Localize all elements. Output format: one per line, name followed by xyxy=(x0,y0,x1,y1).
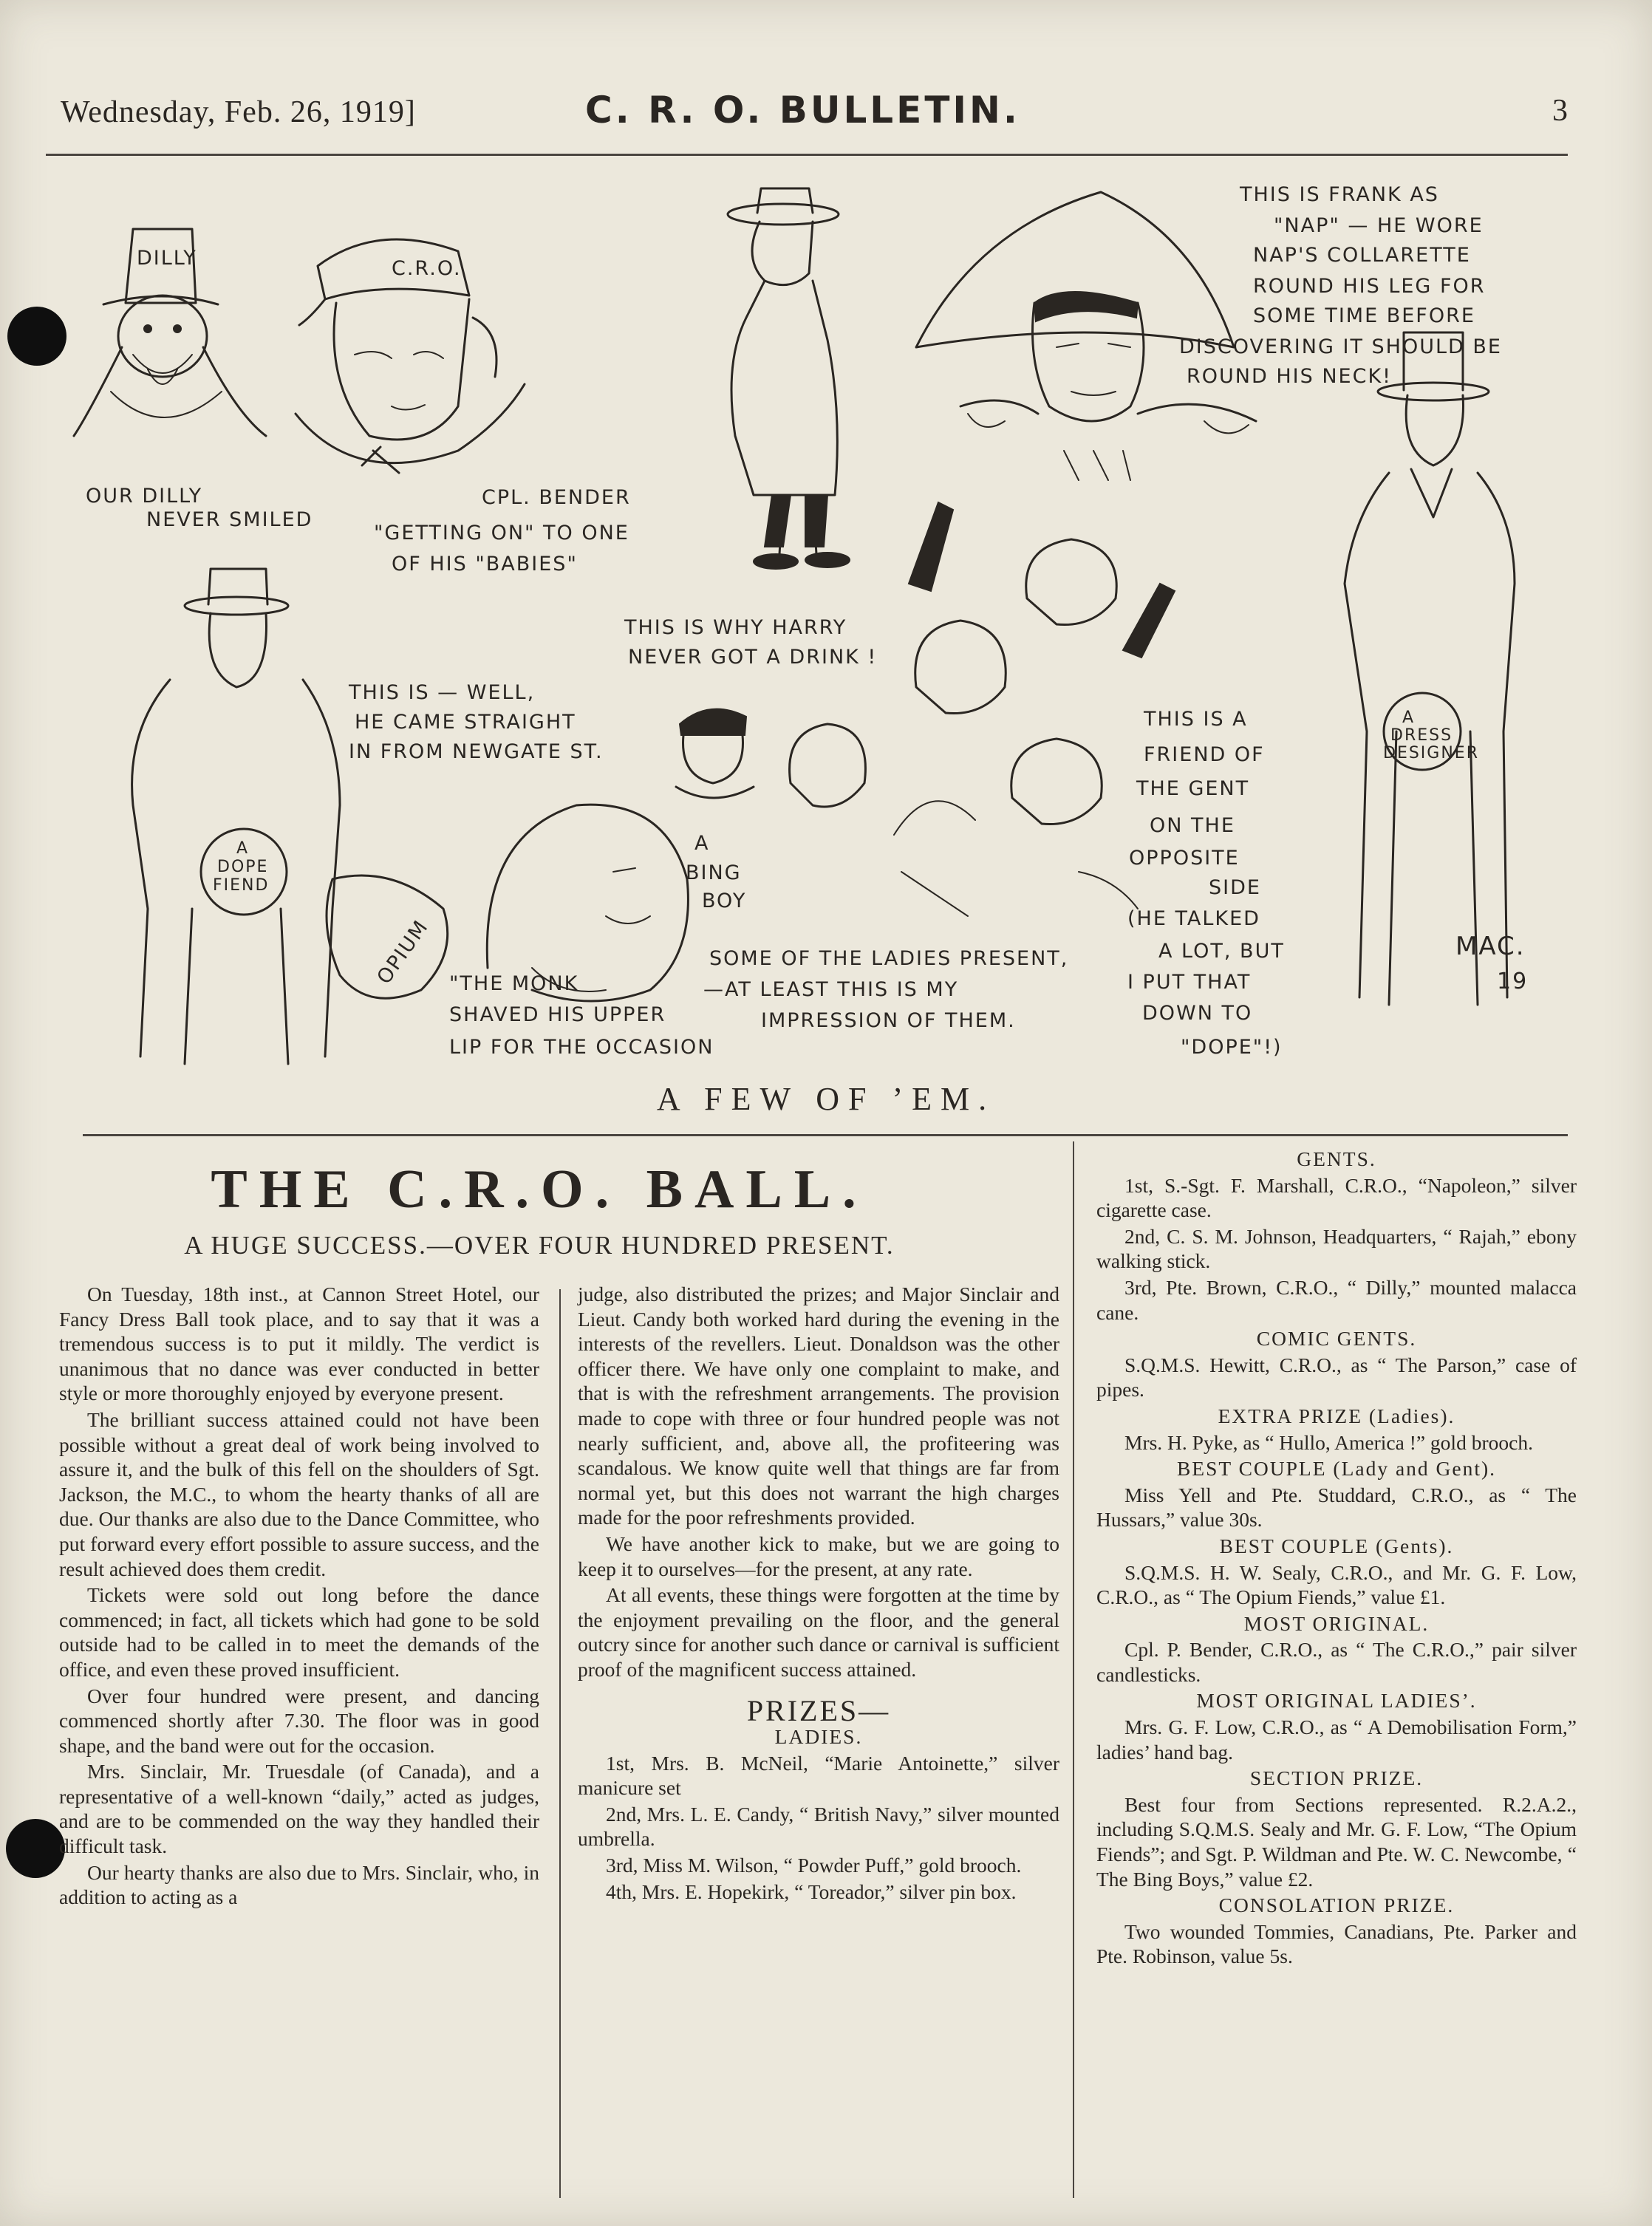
friend-caption-10: DOWN TO xyxy=(1142,1002,1253,1025)
bing-caption-2: BING xyxy=(686,861,742,884)
friend-caption-1: THIS IS A xyxy=(1144,708,1248,731)
ladies-caption-3: IMPRESSION OF THEM. xyxy=(761,1009,1016,1032)
paragraph: We have another kick to make, but we are going to keep it to ourselves—for the present, at any rate. xyxy=(578,1532,1059,1580)
ladies-caption-1: SOME OF THE LADIES PRESENT, xyxy=(709,947,1069,970)
frank-caption-2: "NAP" — HE WORE xyxy=(1274,214,1484,237)
prize-entry: 1st, Mrs. B. McNeil, “Marie Antoinette,” silver manicure set xyxy=(578,1751,1059,1800)
friend-caption-4: ON THE xyxy=(1150,814,1235,837)
section-rule xyxy=(83,1134,1568,1136)
paragraph: judge, also distributed the prizes; and Major Sinclair and Lieut. Candy both worked hard during the evening in the interests of the revellers. Lieut. Donaldson was the other officer there. We have only one complaint to make, and that is with the refreshment arrangements. The provision made to cope with three or four hundred people was not nearly sufficient, and, above all, the profiteering was scandalous. We know quite well that things are far from normal yet, but this does not warrant the high charges made for the poor refreshments provided. xyxy=(578,1283,1059,1529)
prize-entry: Cpl. P. Bender, C.R.O., as “ The C.R.O.,” pair silver candlesticks. xyxy=(1096,1638,1577,1686)
article-subtitle: A HUGE SUCCESS.—OVER FOUR HUNDRED PRESENT. xyxy=(184,1231,895,1260)
most-original-heading: MOST ORIGINAL. xyxy=(1243,1611,1430,1635)
designer-label-1: A xyxy=(1402,709,1416,727)
page-header xyxy=(61,89,1568,148)
paragraph: At all events, these things were forgotten at the time by the enjoyment prevailing on the floor, and the general outcry since for another such dance or carnival is sufficient proof of the magnificent success attained. xyxy=(578,1583,1059,1681)
dilly-figure xyxy=(74,229,266,436)
consolation-prize-heading: CONSOLATION PRIZE. xyxy=(1218,1894,1455,1917)
dope-fiend-label-3: FIEND xyxy=(213,876,270,895)
best-couple-gents-heading: BEST COUPLE (Gents). xyxy=(1219,1534,1454,1557)
paragraph: On Tuesday, 18th inst., at Cannon Street Hotel, our Fancy Dress Ball took place, and to say that it was a tremendous success is to put it mildly. The verdict is unanimous that no dance was ever conducted in better style or more thoroughly enjoyed by everyone present. xyxy=(59,1283,539,1405)
prize-entry: 2nd, Mrs. L. E. Candy, “ British Navy,” silver mounted umbrella. xyxy=(578,1802,1059,1851)
monk-caption-3: LIP FOR THE OCCASION xyxy=(449,1036,714,1059)
prize-entry: Mrs. G. F. Low, C.R.O., as “ A Demobilisation Form,” ladies’ hand bag. xyxy=(1096,1715,1577,1764)
cartoon-drawing xyxy=(44,170,1596,1079)
most-original-ladies-heading: MOST ORIGINAL LADIES’. xyxy=(1196,1689,1477,1713)
frank-caption-4: ROUND HIS LEG FOR xyxy=(1253,275,1486,298)
bing-caption-1: A xyxy=(694,832,710,855)
cro-cap-label: C.R.O. xyxy=(392,257,462,280)
frank-caption-6: DISCOVERING IT SHOULD BE xyxy=(1179,335,1502,358)
harry-caption-1: THIS IS WHY HARRY xyxy=(624,616,847,639)
dilly-hat-label: DILLY xyxy=(137,247,197,270)
designer-label-2: DRESS xyxy=(1390,726,1453,745)
prize-entry: Two wounded Tommies, Canadians, Pte. Parker and Pte. Robinson, value 5s. xyxy=(1096,1919,1577,1968)
cartoon-caption: A FEW OF ’EM. xyxy=(656,1081,996,1117)
paragraph: Our hearty thanks are also due to Mrs. Sinclair, who, in addition to acting as a xyxy=(59,1860,539,1909)
dress-designer-figure xyxy=(1345,332,1515,1005)
bing-caption-3: BOY xyxy=(702,890,747,912)
article-column-2 xyxy=(578,1282,1059,1905)
ladies-caption-2: —AT LEAST THIS IS MY xyxy=(703,978,959,1001)
opium-label: OPIUM xyxy=(372,915,434,989)
prize-entry: 3rd, Pte. Brown, C.R.O., “ Dilly,” mounted malacca cane. xyxy=(1096,1275,1577,1324)
gents-heading: GENTS. xyxy=(1297,1147,1376,1170)
bender-figure xyxy=(296,239,525,473)
ladies-figure xyxy=(790,502,1175,916)
prize-entry: Miss Yell and Pte. Studdard, C.R.O., as “ The Hussars,” value 30s. xyxy=(1096,1483,1577,1532)
paragraph: Over four hundred were present, and dancing commenced shortly after 7.30. The floor was in good shape, and the band were out for the occasion. xyxy=(59,1684,539,1757)
newgate-caption-1: THIS IS — WELL, xyxy=(349,681,536,704)
column-rule-left xyxy=(559,1289,561,2198)
prize-entry: 4th, Mrs. E. Hopekirk, “ Toreador,” silver pin box. xyxy=(606,1880,1017,1903)
column-rule-right xyxy=(1073,1141,1074,2198)
prize-entry: Mrs. H. Pyke, as “ Hullo, America !” gold brooch. xyxy=(1124,1430,1533,1454)
friend-caption-5: OPPOSITE xyxy=(1129,847,1240,870)
harry-caption-2: NEVER GOT A DRINK ! xyxy=(628,646,878,669)
paragraph: Tickets were sold out long before the dance commenced; in fact, all tickets which had gone to be sold outside had to be called in to meet the demands of the office, and even these proved insufficient. xyxy=(59,1583,539,1681)
paragraph: The brilliant success attained could not have been possible without a great deal of work being involved to assure it, and the bulk of this fell on the shoulders of Sgt. Jackson, the M.C., to whom the hearty thanks of all are due. Our thanks are also due to the Dance Committee, who put forward every effort possible to assure success, and the result achieved does them credit. xyxy=(59,1407,539,1580)
dope-fiend-label-2: DOPE xyxy=(217,858,269,876)
dope-fiend-label-1: A xyxy=(236,839,250,858)
newgate-caption-2: HE CAME STRAIGHT xyxy=(355,711,576,734)
newgate-caption-3: IN FROM NEWGATE ST. xyxy=(349,740,604,763)
paragraph: Mrs. Sinclair, Mr. Truesdale (of Canada), and a representative of a well-known “daily,” acted as judges, and are to be commended on the way they handled their difficult task. xyxy=(59,1760,539,1858)
prize-entry: S.Q.M.S. H. W. Sealy, C.R.O., and Mr. G. F. Low, C.R.O., as “ The Opium Fiends,” value £1. xyxy=(1096,1560,1577,1609)
monk-caption-2: SHAVED HIS UPPER xyxy=(449,1003,666,1026)
best-couple-heading: BEST COUPLE (Lady and Gent). xyxy=(1176,1457,1497,1481)
signature-year: 19 xyxy=(1497,969,1529,994)
bender-caption-2: "GETTING ON" TO ONE xyxy=(374,522,629,544)
prize-entry: 2nd, C. S. M. Johnson, Headquarters, “ Rajah,” ebony walking stick. xyxy=(1096,1224,1577,1273)
section-prize-heading: SECTION PRIZE. xyxy=(1249,1766,1424,1790)
page-number: 3 xyxy=(1552,94,1568,128)
ladies-heading: LADIES. xyxy=(774,1725,863,1749)
bing-boy-figure xyxy=(676,709,754,798)
friend-caption-7: (HE TALKED xyxy=(1127,907,1260,930)
dope-fiend-figure xyxy=(132,569,448,1064)
prize-entry: 3rd, Miss M. Wilson, “ Powder Puff,” gold brooch. xyxy=(606,1854,1022,1877)
article-title: THE C.R.O. BALL. xyxy=(211,1159,868,1220)
friend-caption-11: "DOPE"!) xyxy=(1181,1036,1283,1059)
designer-label-3: DESIGNER xyxy=(1383,744,1479,762)
issue-date: Wednesday, Feb. 26, 1919] xyxy=(61,95,416,129)
prize-entry: S.Q.M.S. Hewitt, C.R.O., as “ The Parson,” case of pipes. xyxy=(1096,1353,1577,1402)
header-rule xyxy=(46,154,1568,156)
friend-caption-3: THE GENT xyxy=(1136,777,1250,800)
bender-caption-1: CPL. BENDER xyxy=(482,486,631,509)
friend-caption-2: FRIEND OF xyxy=(1144,743,1265,766)
dilly-caption-1: OUR DILLY xyxy=(86,485,203,508)
frank-caption-3: NAP'S COLLARETTE xyxy=(1253,244,1471,267)
frank-caption-1: THIS IS FRANK AS xyxy=(1240,183,1439,206)
signature-mac: MAC. xyxy=(1455,932,1526,961)
publication-title: C. R. O. BULLETIN. xyxy=(585,89,1020,132)
prizes-heading: PRIZES— xyxy=(746,1693,891,1727)
harry-figure xyxy=(728,188,850,569)
friend-caption-9: I PUT THAT xyxy=(1127,971,1252,994)
article-column-1 xyxy=(59,1282,539,1911)
punch-hole-bottom xyxy=(6,1819,65,1878)
friend-caption-8: A LOT, BUT xyxy=(1158,940,1285,963)
comic-gents-heading: COMIC GENTS. xyxy=(1256,1327,1417,1351)
article-column-3 xyxy=(1096,1145,1577,1970)
dilly-caption-2: NEVER SMILED xyxy=(146,508,313,531)
monk-caption-1: "THE MONK xyxy=(449,972,579,995)
frank-caption-5: SOME TIME BEFORE xyxy=(1253,304,1475,327)
cartoon-panel xyxy=(44,170,1596,1108)
bender-caption-3: OF HIS "BABIES" xyxy=(392,553,578,576)
extra-prize-heading: EXTRA PRIZE (Ladies). xyxy=(1218,1404,1455,1427)
prize-entry: 1st, S.-Sgt. F. Marshall, C.R.O., “Napoleon,” silver cigarette case. xyxy=(1096,1173,1577,1222)
frank-caption-7: ROUND HIS NECK! xyxy=(1187,365,1392,388)
friend-caption-6: SIDE xyxy=(1209,876,1261,899)
prize-entry: Best four from Sections represented. R.2.A.2., including S.Q.M.S. Sealy and Mr. G. F. Low, “The Opium Fiends”; and Sgt. P. Wildman and Pte. W. C. Newcombe, “ The Bing Boys,” value £2. xyxy=(1096,1792,1577,1891)
